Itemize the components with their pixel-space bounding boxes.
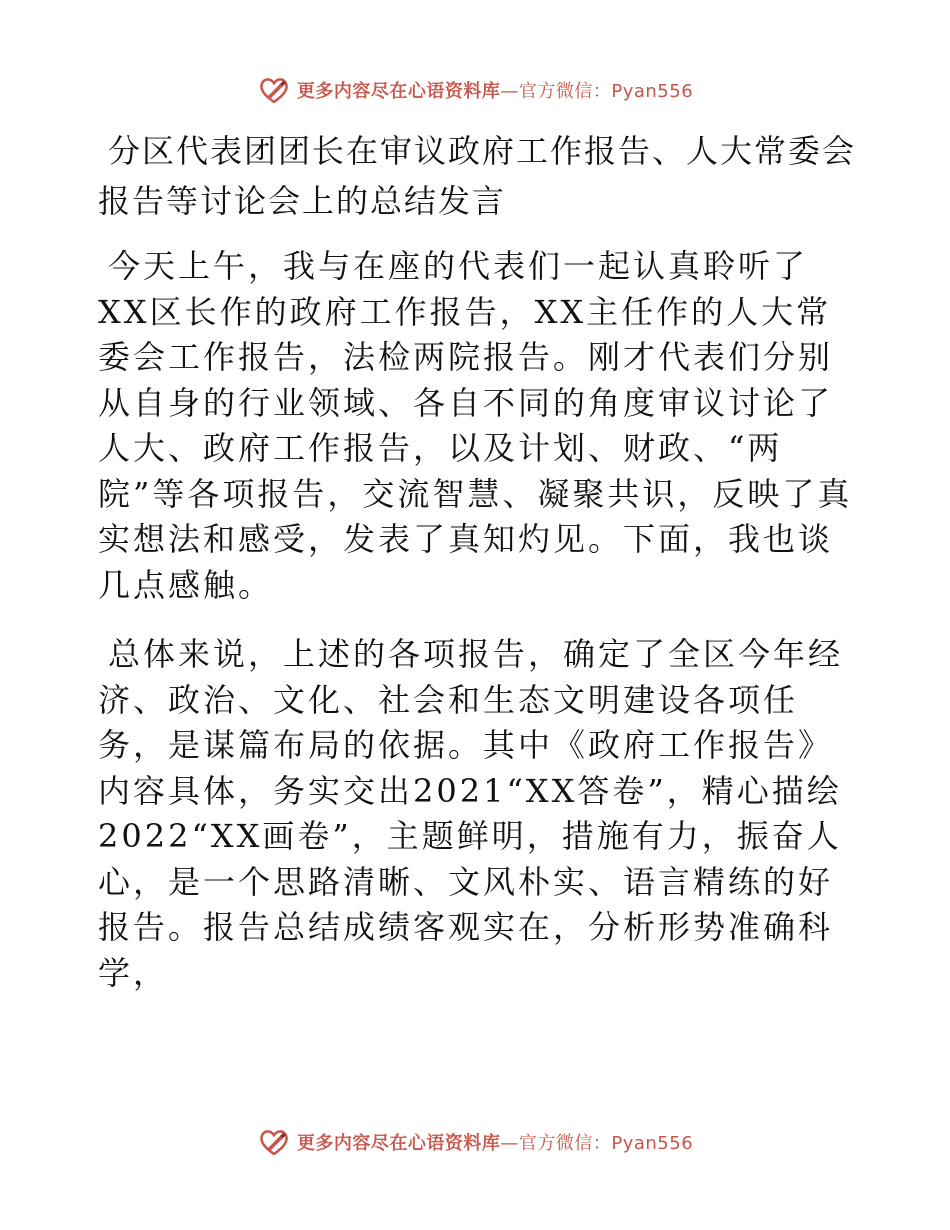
watermark-suffix: 官方微信：Pyan556 (518, 81, 694, 102)
watermark-suffix: 官方微信：Pyan556 (518, 1133, 694, 1154)
watermark-separator: — (500, 81, 519, 102)
watermark-text (297, 1129, 693, 1155)
watermark-brand: 更多内容尽在心语资料库 (296, 81, 501, 102)
watermark-text (297, 77, 693, 103)
document-body (98, 118, 858, 1020)
heart-pen-logo-icon (257, 1125, 291, 1159)
document-title: 分区代表团团长在审议政府工作报告、人大常委会报告等讨论会上的总结发言 (98, 132, 857, 220)
paragraph-2: 总体来说，上述的各项报告，确定了全区今年经济、政治、文化、社会和生态文明建设各项任务，是谋篇布局的依据。其中《政府工作报告》内容具体，务实交出2021“XX答卷”，精心描绘2022“XX画卷”，主题鲜明，措施有力，振奋人心，是一个思路清晰、文风朴实、语言精练的好报告。报告总结成绩客观实在，分析形势准确科学， (98, 635, 844, 992)
watermark-separator: — (500, 1133, 519, 1154)
header-watermark (0, 70, 950, 110)
paragraph-1: 今天上午，我与在座的代表们一起认真聆听了XX区长作的政府工作报告，XX主任作的人大常委会工作报告，法检两院报告。刚才代表们分别从自身的行业领域、各自不同的角度审议讨论了人大、政府工作报告，以及计划、财政、“两院”等各项报告，交流智慧、凝聚共识，反映了真实想法和感受，发表了真知灼见。下面，我也谈几点感触。 (98, 247, 853, 604)
heart-pen-logo-icon (257, 73, 291, 107)
footer-watermark (0, 1122, 950, 1162)
watermark-brand: 更多内容尽在心语资料库 (296, 1133, 501, 1154)
